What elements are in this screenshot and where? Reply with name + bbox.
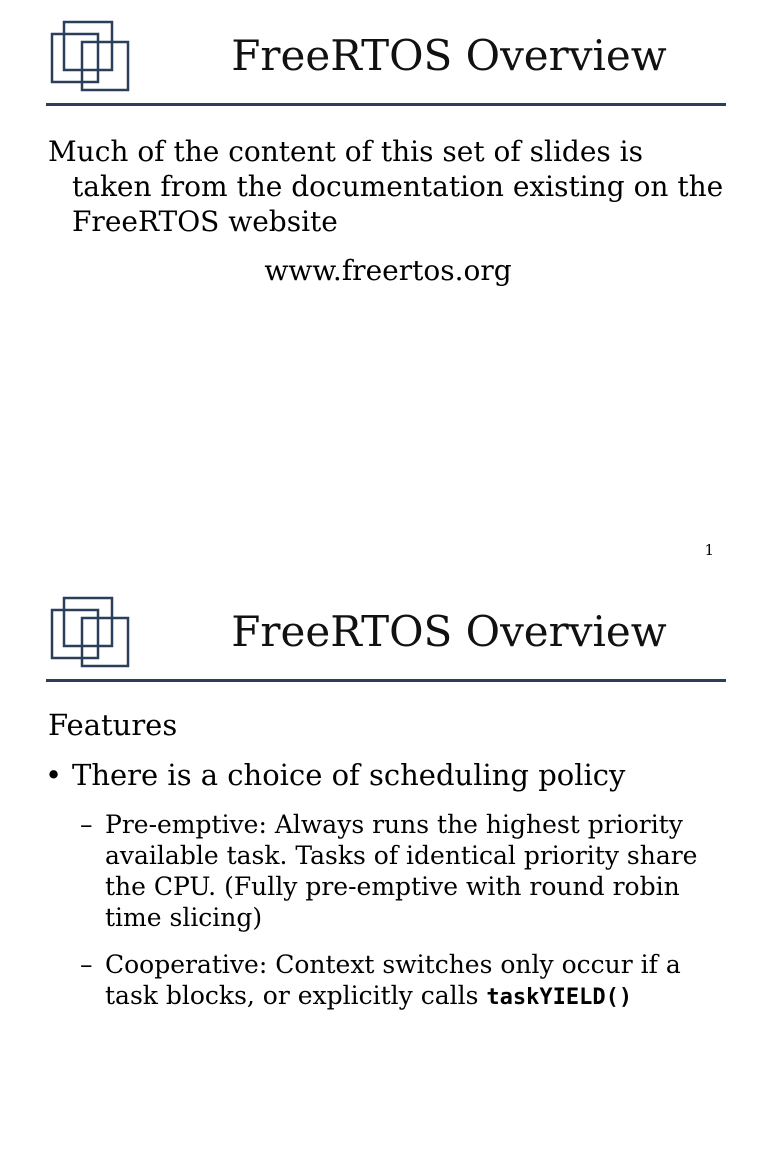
slide-2 <box>0 576 768 1152</box>
website-url: www.freertos.org <box>264 254 512 287</box>
dash-icon: – <box>80 810 93 839</box>
features-heading: Features <box>48 708 178 742</box>
bullet-text: There is a choice of scheduling policy <box>72 758 626 792</box>
code-snippet: taskYIELD() <box>486 985 633 1010</box>
slide-title: FreeRTOS Overview <box>231 607 667 656</box>
slide-body <box>48 134 728 288</box>
title-divider <box>46 103 726 106</box>
bullet-icon: • <box>45 758 63 792</box>
bullet-item <box>45 757 728 793</box>
dash-icon: – <box>80 950 93 979</box>
sub-item-cooperative <box>48 949 728 1013</box>
intro-paragraph: Much of the content of this set of slides is taken from the documentation existing on the FreeRTOS website <box>48 135 724 238</box>
slide-title: FreeRTOS Overview <box>231 31 667 80</box>
sub-item-text: Pre-emptive: Always runs the highest priority available task. Tasks of identical priority share the CPU. (Fully pre-emptive with round robin time slicing) <box>105 810 698 932</box>
overlapping-squares-logo-icon <box>50 20 132 92</box>
overlapping-squares-logo-icon <box>50 596 132 668</box>
sub-item-text: Cooperative: Context switches only occur if a task blocks, or explicitly calls <box>105 950 681 1010</box>
page-number: 1 <box>704 541 714 559</box>
title-divider <box>46 679 726 682</box>
sub-item-preemptive <box>48 809 728 933</box>
slide-body <box>45 707 728 1013</box>
